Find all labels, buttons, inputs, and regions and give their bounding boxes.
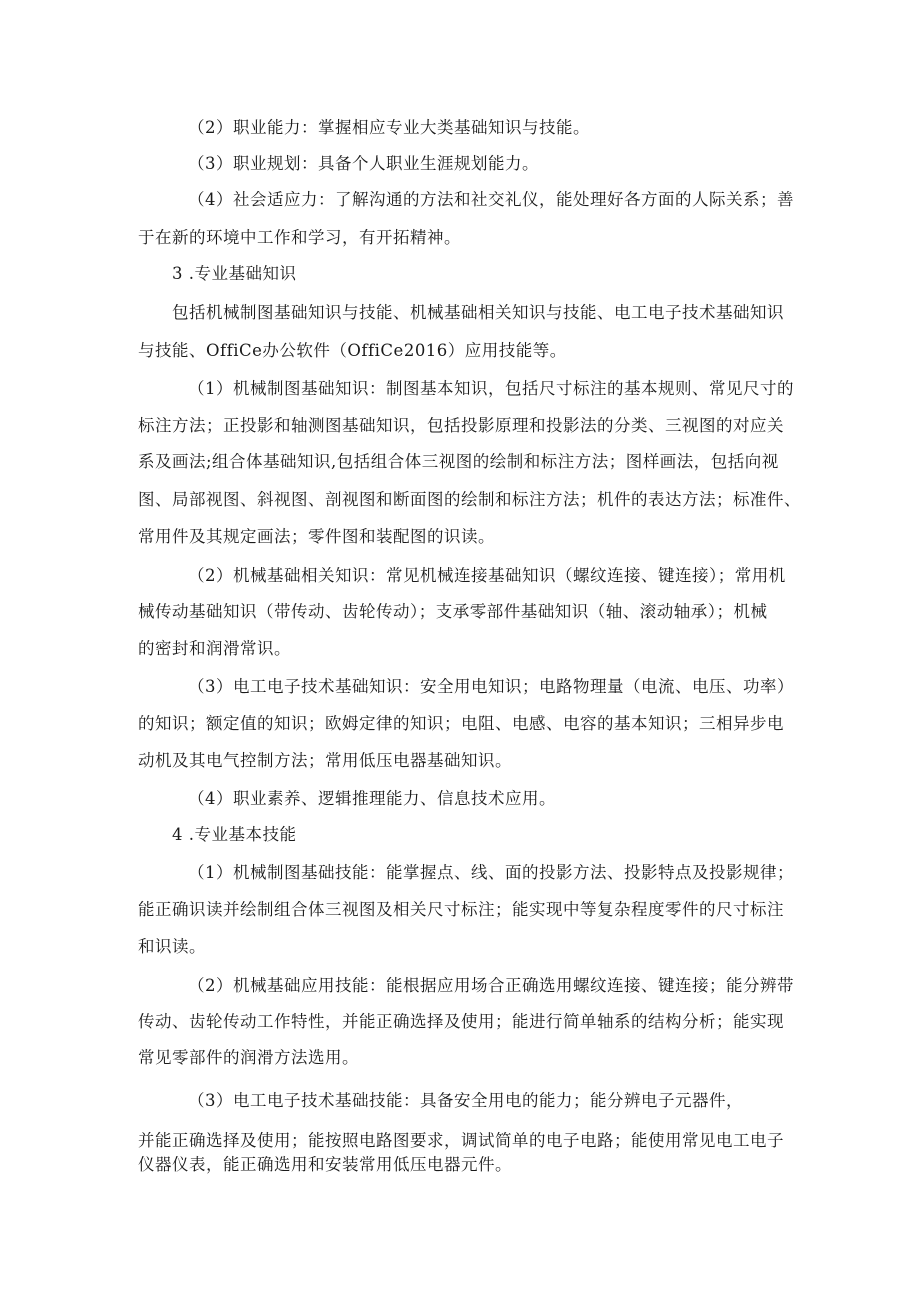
- text-line: 与技能、OffiCe办公软件（OffiCe2016）应用技能等。: [138, 341, 567, 360]
- text-line: 仪器仪表，能正确选用和安装常用低压电器元件。: [138, 1155, 512, 1174]
- text-line: （1）机械制图基础技能：能掌握点、线、面的投影方法、投影特点及投影规律；: [188, 863, 794, 882]
- text-line: 包括机械制图基础知识与技能、机械基础相关知识与技能、电工电子技术基础知识: [172, 303, 784, 322]
- text-line: （2）机械基础应用技能：能根据应用场合正确选用螺纹连接、键连接；能分辨带: [188, 976, 794, 995]
- text-line: 和识读。: [138, 937, 206, 956]
- text-line: （3）职业规划：具备个人职业生涯规划能力。: [188, 154, 539, 173]
- text-line: 传动、齿轮传动工作特性，并能正确选择及使用；能进行简单轴系的结构分析；能实现: [138, 1012, 784, 1031]
- text-line: （2）机械基础相关知识：常见机械连接基础知识（螺纹连接、键连接）；常用机: [188, 566, 786, 585]
- text-line: （3）电工电子技术基础技能：具备安全用电的能力；能分辨电子元器件，: [188, 1091, 743, 1110]
- text-line: 常用件及其规定画法；零件图和装配图的识读。: [138, 527, 495, 546]
- text-line: 标注方法；正投影和轴测图基础知识，包括投影原理和投影法的分类、三视图的对应关: [138, 416, 784, 435]
- text-line: 的知识；额定值的知识；欧姆定律的知识；电阻、电感、电容的基本知识；三相异步电: [138, 714, 784, 733]
- text-line: 动机及其电气控制方法；常用低压电器基础知识。: [138, 751, 512, 770]
- text-line: 并能正确选择及使用；能按照电路图要求，调试简单的电子电路；能使用常见电工电子: [138, 1131, 784, 1150]
- section-heading-4: 4 .专业基本技能: [172, 825, 297, 844]
- text-line: 于在新的环境中工作和学习，有开拓精神。: [138, 228, 461, 247]
- text-line: 械传动基础知识（带传动、齿轮传动）；支承零部件基础知识（轴、滚动轴承）；机械: [138, 602, 768, 621]
- text-line: （4）职业素养、逻辑推理能力、信息技术应用。: [188, 789, 556, 808]
- text-line: 能正确识读并绘制组合体三视图及相关尺寸标注；能实现中等复杂程度零件的尺寸标注: [138, 900, 784, 919]
- text-line: （4）社会适应力：了解沟通的方法和社交礼仪，能处理好各方面的人际关系；善: [188, 190, 794, 209]
- text-line: 系及画法;组合体基础知识,包括组合体三视图的绘制和标注方法；图样画法，包括向视: [138, 452, 779, 471]
- text-line: （2）职业能力：掌握相应专业大类基础知识与技能。: [188, 118, 590, 137]
- text-line: （3）电工电子技术基础知识：安全用电知识；电路物理量（电流、电压、功率）: [188, 677, 794, 696]
- text-line: 常见零部件的润滑方法选用。: [138, 1048, 359, 1067]
- text-line: 图、局部视图、斜视图、剖视图和断面图的绘制和标注方法；机件的表达方法；标准件、: [138, 490, 801, 509]
- section-heading-3: 3 .专业基础知识: [172, 264, 297, 283]
- text-line: （1）机械制图基础知识：制图基本知识，包括尺寸标注的基本规则、常见尺寸的: [188, 379, 794, 398]
- text-line: 的密封和润滑常识。: [138, 639, 291, 658]
